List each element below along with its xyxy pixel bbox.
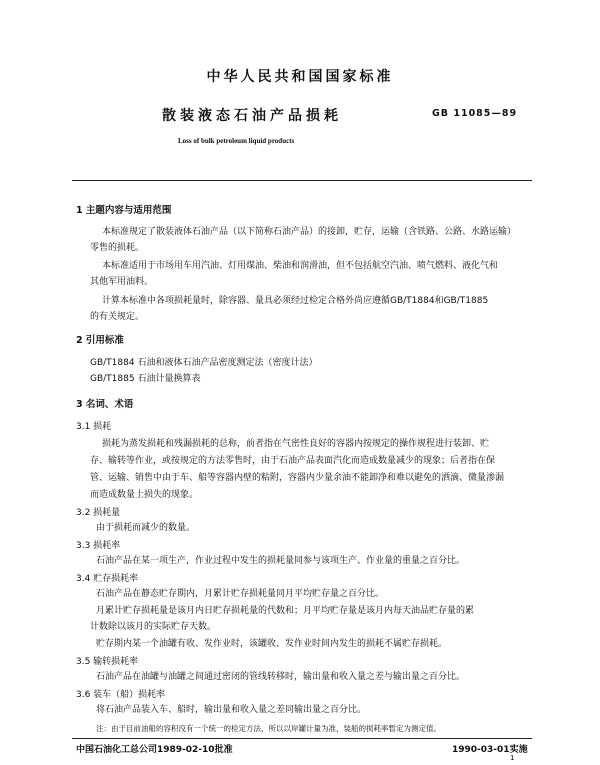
standard-type: 中华人民共和国国家标准	[206, 69, 394, 85]
page-number: 1	[510, 754, 515, 762]
section-1-paragraph-2-line-2: 其他军用油料。	[90, 277, 154, 287]
english-title: Loss of bulk petroleum liquid products	[178, 137, 295, 145]
section-1-paragraph-1-line-2: 零售的损耗。	[90, 243, 145, 253]
section-1-title: 1 主题内容与适用范围	[76, 205, 172, 216]
term-3-4-line-1: 石油产品在静态贮存期内，月累计贮存损耗量同月平均贮存量之百分比。	[96, 589, 385, 599]
approval-date: 中国石油化工总公司1989-02-10批准	[76, 745, 233, 755]
term-3-1-line-2: 存、输转等作业，或按规定的方法零售时，由于石油产品表面汽化而造成数量减少的现象；后者指在保	[90, 456, 496, 466]
term-3-5-heading: 3.5 输转损耗率	[76, 657, 139, 667]
reference-gb1885: GB/T1885 石油计量换算表	[90, 374, 201, 384]
section-1-paragraph-3-line-2: 的有关规定。	[90, 312, 145, 322]
document-title: 散装液态石油产品损耗	[162, 108, 342, 124]
term-3-3-heading: 3.3 损耗率	[76, 541, 121, 551]
section-3-title: 3 名词、术语	[76, 399, 134, 410]
term-3-3-line-1: 石油产品在某一项生产，作业过程中发生的损耗量同参与该项生产、作业量的重量之百分比。	[96, 556, 466, 566]
reference-gb1884: GB/T1884 石油和液体石油产品密度测定法（密度计法）	[90, 358, 318, 368]
term-3-4-line-4: 贮存期内某一个油罐有收、发作业时，该罐收、发作业时间内发生的损耗不属贮存损耗。	[96, 639, 448, 649]
term-3-6-heading: 3.6 装车（船）损耗率	[76, 690, 166, 700]
section-1-paragraph-2-line-1: 本标准适用于市场用车用汽油、灯用煤油、柴油和润滑油，但不包括航空汽油、喷气燃料、液化气和	[102, 261, 499, 271]
term-3-2-line-1: 由于损耗而减少的数量。	[96, 523, 196, 533]
section-1-paragraph-1-line-1: 本标准规定了散装液体石油产品（以下简称石油产品）的接卸，贮存，运输（含铁路、公路、水路运输）	[102, 227, 517, 237]
footnote: 注：由于目前油船的容积没有一个统一的检定方法，所以以岸罐计量为准，装船的损耗率暂定为测定值。	[96, 724, 441, 733]
term-3-4-line-2: 月累计贮存损耗量是该月内日贮存损耗量的代数和；月平均贮存量是该月内每天油品贮存量的累	[96, 606, 475, 616]
term-3-2-heading: 3.2 损耗量	[76, 508, 121, 518]
section-2-title: 2 引用标准	[76, 335, 124, 346]
term-3-5-line-1: 石油产品在油罐与油罐之间通过密闭的管线转移时，输出量和收入量之差与输出量之百分比。	[96, 672, 466, 682]
term-3-1-line-1: 损耗为蒸发损耗和残漏损耗的总称，前者指在气密性良好的容器内按规定的操作规程进行装卸、贮	[102, 439, 490, 449]
standard-code: GB 11085—89	[432, 108, 518, 119]
term-3-6-line-1: 将石油产品装入车、船时，输出量和收入量之差同输出量之百分比。	[96, 705, 367, 715]
term-3-1-heading: 3.1 损耗	[76, 422, 112, 432]
header-rule	[72, 180, 532, 181]
footer-rule	[72, 738, 532, 739]
term-3-4-line-3: 计数除以该月的实际贮存天数。	[90, 622, 217, 632]
section-1-paragraph-3-line-1: 计算本标准中各项损耗量时，除容器、量具必须经过检定合格外尚应遵循GB/T1884和GB/T1885	[102, 296, 489, 306]
term-3-4-heading: 3.4 贮存损耗率	[76, 574, 139, 584]
implementation-date: 1990-03-01实施	[452, 745, 528, 755]
term-3-1-line-3: 管、运输、销售中由于车、船等容器内壁的粘附，容器内少量余油不能卸净和难以避免的洒滴、微量渗漏	[90, 473, 505, 483]
term-3-1-line-4: 而造成数量上损失的现象。	[90, 490, 199, 500]
